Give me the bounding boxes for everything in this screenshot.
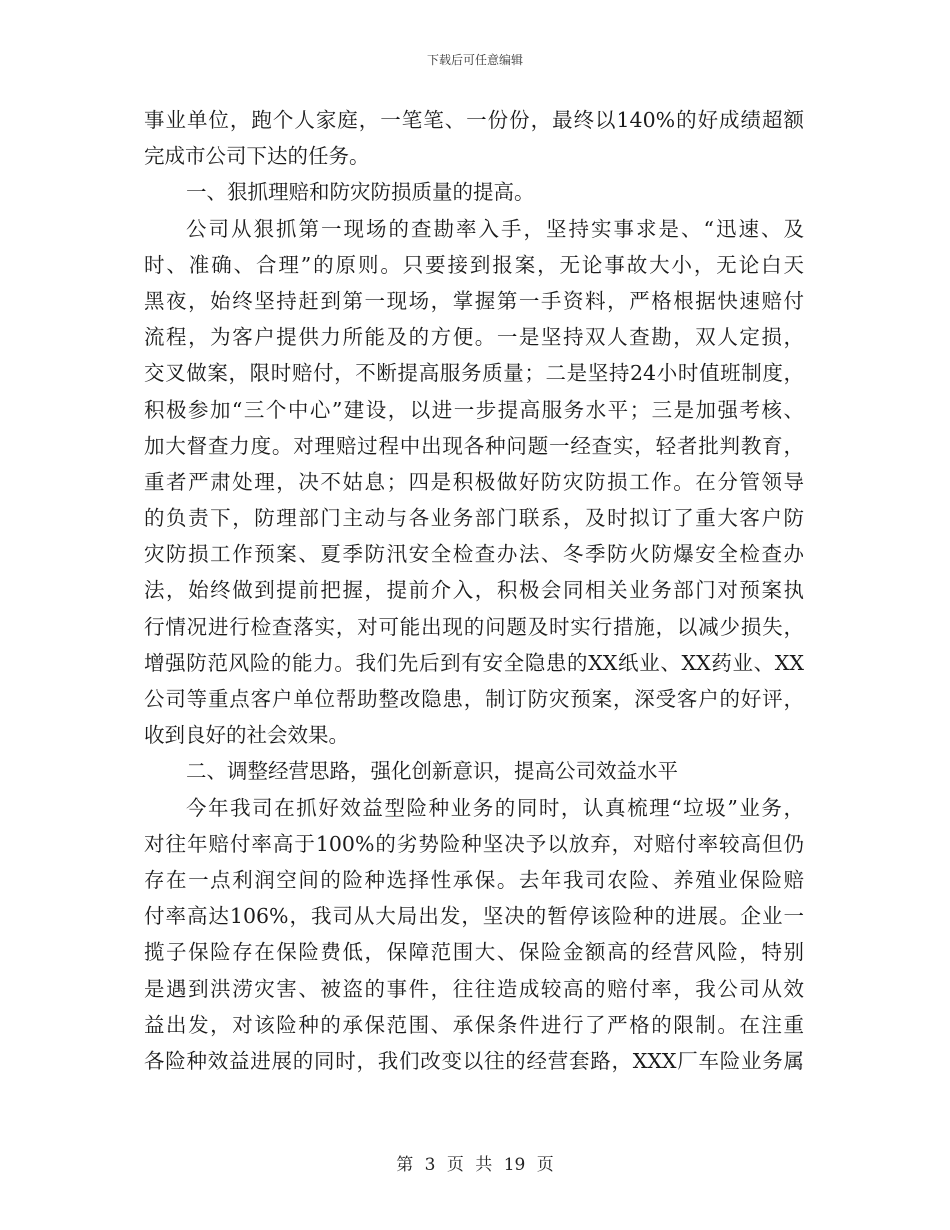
text-line: 公司从狠抓第一现场的查勘率入手，坚持实事求是、“迅速、及	[186, 216, 804, 241]
text-line: 的负责下，防理部门主动与各业务部门联系，及时拟订了重大客户防	[144, 506, 804, 531]
text-line: 对往年赔付率高于100%的劣势险种坚决予以放弃，对赔付率较高但仍	[144, 831, 804, 856]
text-line: 今年我司在抓好效益型险种业务的同时，认真梳理“垃圾”业务，	[186, 795, 804, 820]
text-line: 益出发，对该险种的承保范围、承保条件进行了严格的限制。在注重	[144, 1012, 804, 1037]
text-line: 二、调整经营思路，强化创新意识，提高公司效益水平	[186, 759, 678, 784]
text-line: 是遇到洪涝灾害、被盗的事件，往往造成较高的赔付率，我公司从效	[144, 976, 804, 1001]
text-line: 灾防损工作预案、夏季防汛安全检查办法、冬季防火防爆安全检查办	[144, 542, 804, 567]
text-line: 重者严肃处理，决不姑息；四是积极做好防灾防损工作。在分管领导	[144, 469, 804, 494]
text-line: 积极参加“三个中心”建设，以进一步提高服务水平；三是加强考核、	[144, 397, 804, 422]
text-line: 各险种效益进展的同时，我们改变以往的经营套路，XXX厂车险业务属	[144, 1048, 804, 1073]
text-line: 收到良好的社会效果。	[144, 723, 349, 748]
page-header-note: 下载后可任意编辑	[426, 53, 523, 67]
text-line: 付率高达106%，我司从大局出发，坚决的暂停该险种的进展。企业一	[144, 904, 804, 929]
document-body	[144, 102, 804, 1079]
text-line: 一、狠抓理赔和防灾防损质量的提高。	[186, 180, 535, 205]
text-line: 时、准确、合理”的原则。只要接到报案，无论事故大小，无论白天	[144, 252, 804, 277]
page-number-footer: 第 3 页 共 19 页	[396, 1155, 554, 1175]
text-line: 加大督查力度。对理赔过程中出现各种问题一经查实，轻者批判教育，	[144, 433, 804, 458]
text-line: 法，始终做到提前把握，提前介入，积极会同相关业务部门对预案执	[144, 578, 804, 603]
text-line: 行情况进行检查落实，对可能出现的问题及时实行措施，以减少损失，	[144, 614, 804, 639]
text-line: 存在一点利润空间的险种选择性承保。去年我司农险、养殖业保险赔	[144, 867, 804, 892]
text-line: 交叉做案，限时赔付，不断提高服务质量；二是坚持24小时值班制度，	[144, 361, 804, 386]
text-line: 揽子保险存在保险费低，保障范围大、保险金额高的经营风险，特别	[144, 940, 804, 965]
text-line: 事业单位，跑个人家庭，一笔笔、一份份，最终以140%的好成绩超额	[144, 108, 804, 132]
text-line: 完成市公司下达的任务。	[144, 144, 370, 169]
text-line: 流程，为客户提供力所能及的方便。一是坚持双人查勘，双人定损，	[144, 325, 804, 350]
text-line: 黑夜，始终坚持赶到第一现场，掌握第一手资料，严格根据快速赔付	[144, 288, 804, 313]
text-line: 增强防范风险的能力。我们先后到有安全隐患的XX纸业、XX药业、XX	[144, 650, 804, 675]
text-line: 公司等重点客户单位帮助整改隐患，制订防灾预案，深受客户的好评，	[144, 687, 804, 711]
